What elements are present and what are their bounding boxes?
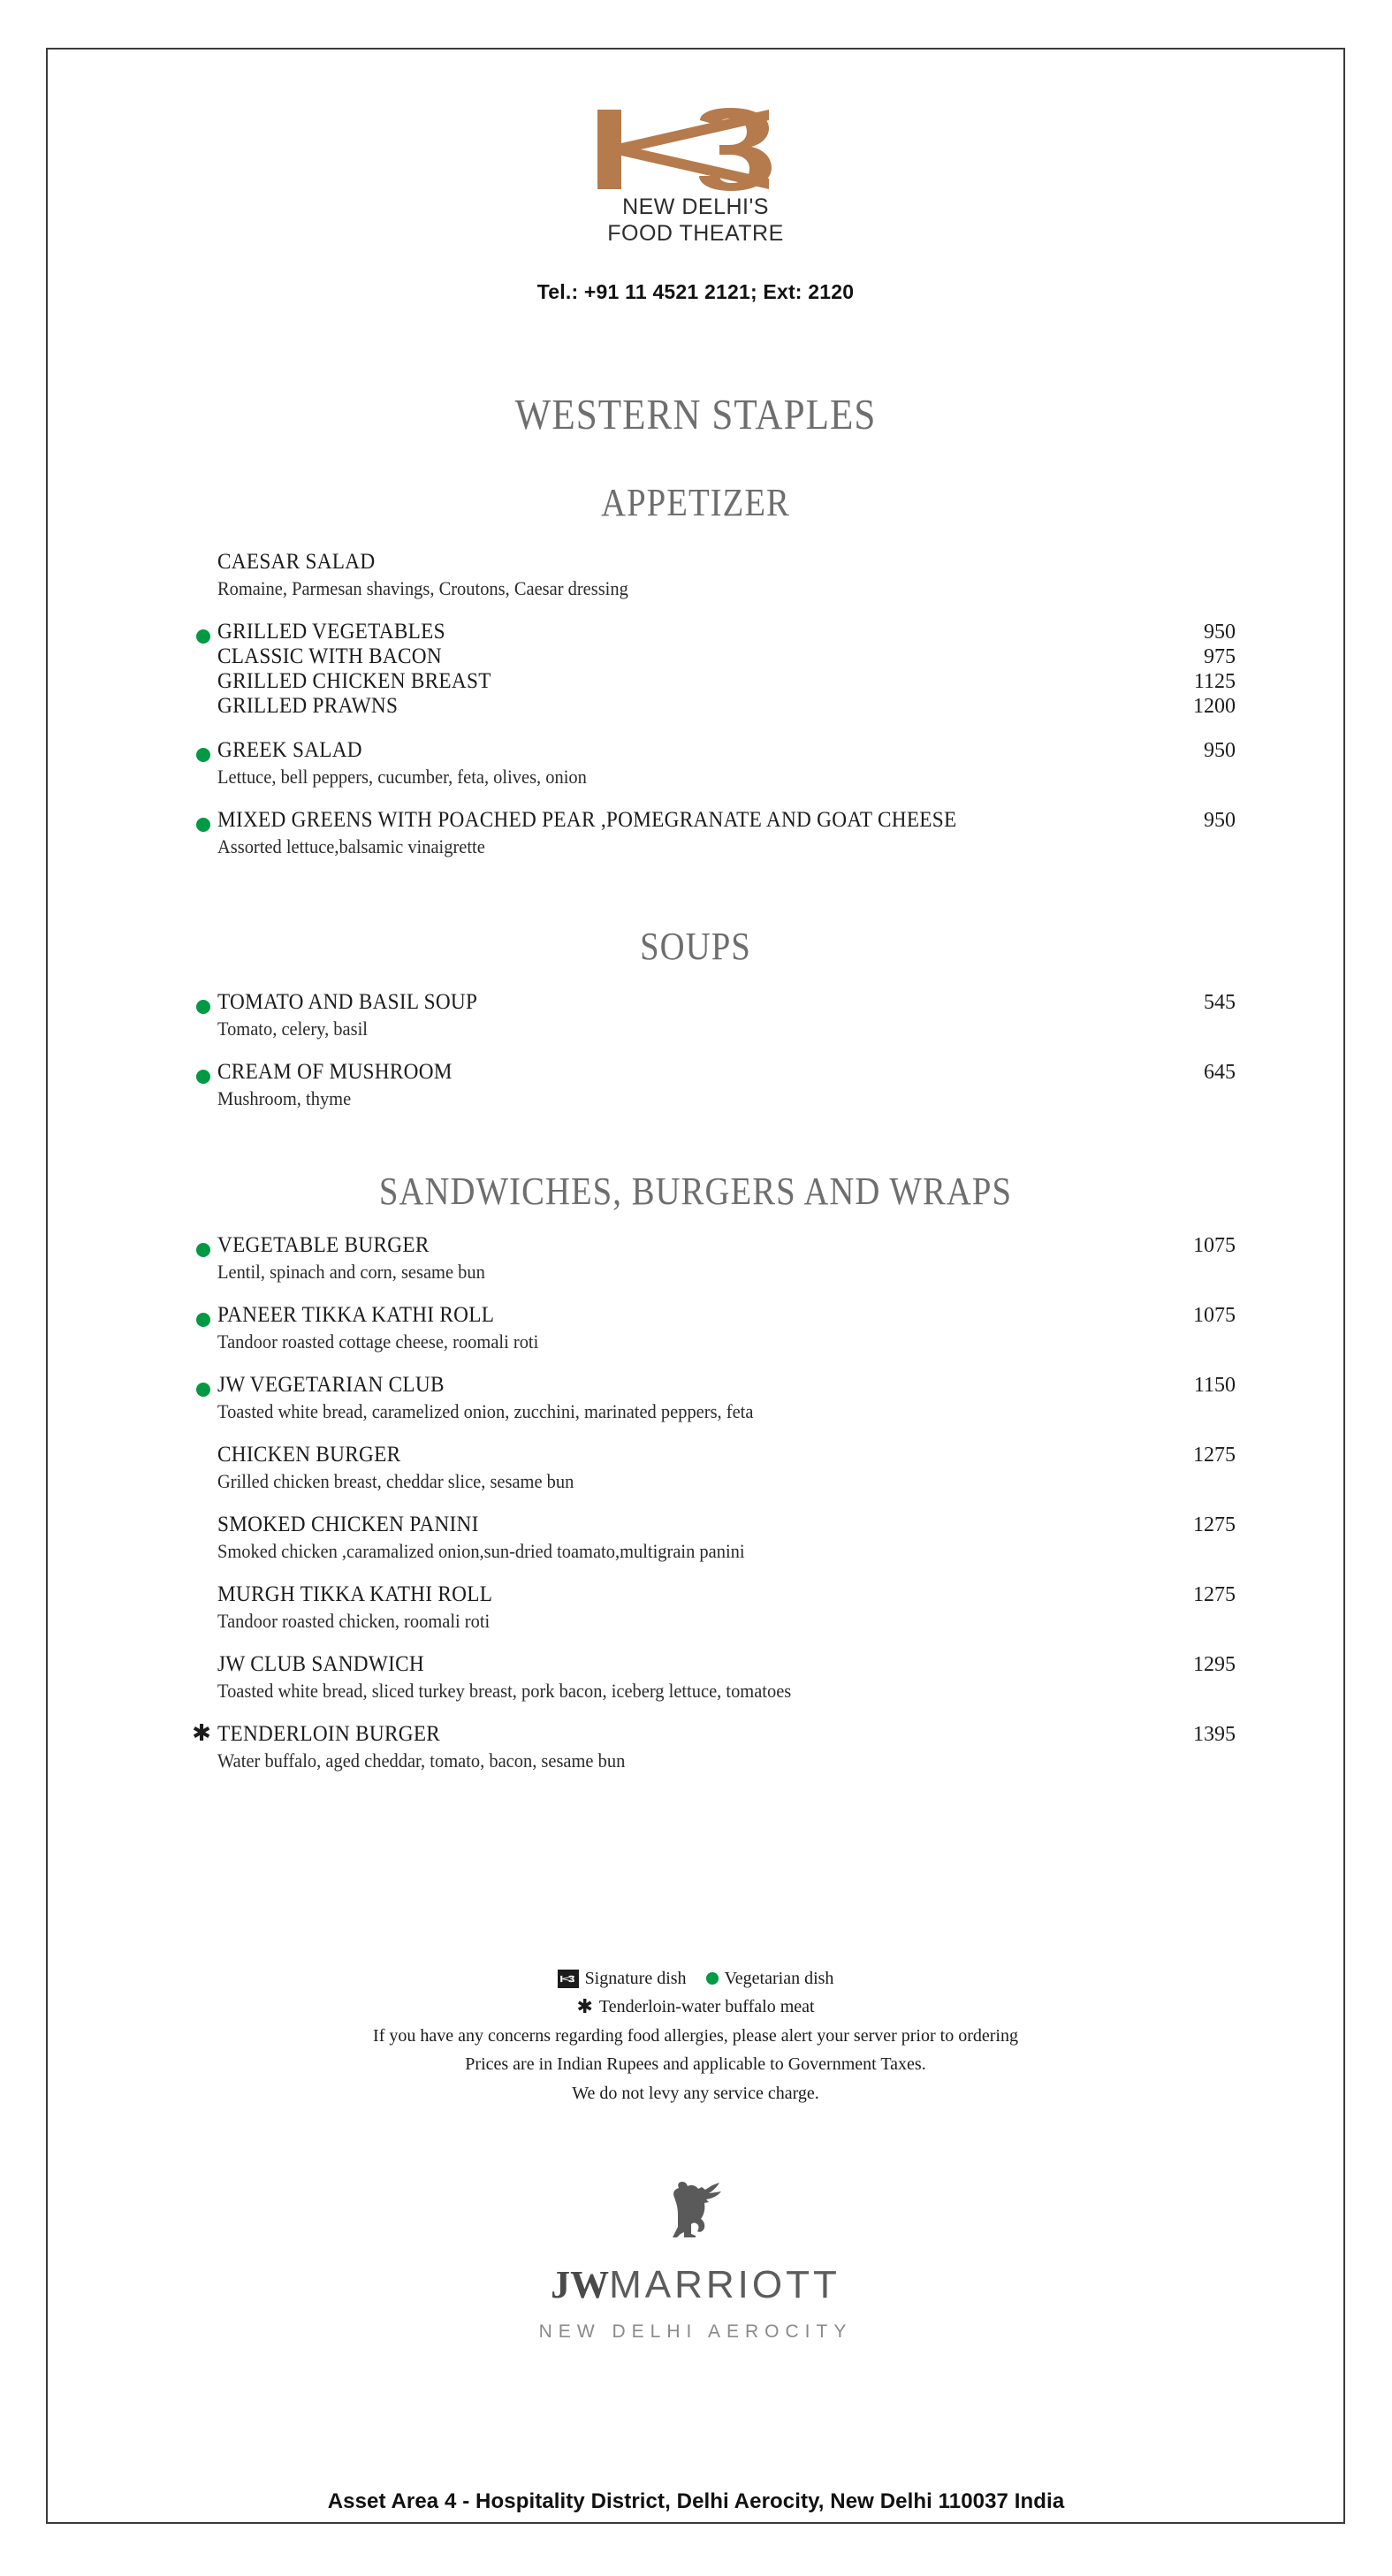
menu-item[interactable] xyxy=(48,808,1343,858)
item-name: MIXED GREENS WITH POACHED PEAR ,POMEGRANATE AND GOAT CHEESE xyxy=(217,808,957,832)
vegetarian-dot-icon xyxy=(196,1070,210,1084)
vegetarian-dot-icon xyxy=(196,818,210,832)
item-description: Tandoor roasted cottage cheese, roomali roti xyxy=(217,1330,539,1353)
griffin-logo-icon xyxy=(666,2179,725,2239)
marriott-jw: JW xyxy=(551,2262,610,2306)
menu-item[interactable] xyxy=(48,1652,1343,1703)
section-heading-appetizer: APPETIZER xyxy=(601,481,790,524)
menu-item[interactable] xyxy=(48,550,1343,600)
legend-vegetarian-label: Vegetarian dish xyxy=(724,1969,834,1988)
legend-tenderloin xyxy=(576,1993,814,2020)
signature-dish-icon xyxy=(558,1970,579,1988)
marriott-wordmark xyxy=(48,2262,1343,2307)
legend-row-tenderloin xyxy=(48,1993,1343,2020)
menu-item[interactable] xyxy=(48,738,1343,789)
menu-item[interactable] xyxy=(48,1303,1343,1353)
service-charge-note: We do not levy any service charge. xyxy=(572,2083,819,2103)
footer-address: Asset Area 4 - Hospitality District, Delhi Aerocity, New Delhi 110037 India xyxy=(314,2489,1079,2514)
item-name: PANEER TIKKA KATHI ROLL xyxy=(217,1303,495,1327)
item-name: SMOKED CHICKEN PANINI xyxy=(217,1513,479,1536)
item-price: 950 xyxy=(1204,621,1236,644)
item-name: JW VEGETARIAN CLUB xyxy=(217,1373,445,1397)
item-price: 975 xyxy=(1204,645,1236,668)
item-price: 950 xyxy=(1204,809,1236,832)
brand-tagline-line2: FOOD THEATRE xyxy=(607,220,784,246)
item-description: Lentil, spinach and corn, sesame bun xyxy=(217,1261,485,1283)
item-description: Assorted lettuce,balsamic vinaigrette xyxy=(217,835,485,857)
legend-tenderloin-label: Tenderloin-water buffalo meat xyxy=(598,1997,815,2017)
item-description: Romaine, Parmesan shavings, Croutons, Caesar dressing xyxy=(217,577,628,599)
item-price: 1200 xyxy=(1193,695,1236,718)
marriott-name: MARRIOTT xyxy=(609,2262,841,2306)
item-price: 1295 xyxy=(1193,1653,1236,1676)
item-description: Grilled chicken breast, cheddar slice, sesame bun xyxy=(217,1470,574,1492)
menu-page-frame xyxy=(46,48,1345,2524)
menu-item[interactable] xyxy=(48,1060,1343,1110)
sandwich-items xyxy=(48,1233,1343,1772)
allergy-note: If you have any concerns regarding food allergies, please alert your server prior to ordering xyxy=(373,2025,1018,2046)
item-name: CHICKEN BURGER xyxy=(217,1443,401,1467)
tenderloin-star-icon: ✱ xyxy=(576,1995,593,2018)
item-price: 1275 xyxy=(1193,1583,1236,1606)
item-price: 545 xyxy=(1204,991,1236,1014)
marriott-location: NEW DELHI AEROCITY xyxy=(538,2321,853,2342)
item-description: Mushroom, thyme xyxy=(217,1087,352,1109)
item-name: GRILLED PRAWNS xyxy=(217,694,399,718)
item-price: 1275 xyxy=(1193,1444,1236,1467)
item-name: GREEK SALAD xyxy=(217,738,362,762)
item-price: 1075 xyxy=(1193,1234,1236,1257)
item-description: Tomato, celery, basil xyxy=(217,1017,368,1040)
brand-tagline-line1: NEW DELHI'S xyxy=(622,194,769,219)
vegetarian-dot-icon xyxy=(196,1243,210,1257)
brand-tagline xyxy=(48,194,1343,247)
menu-item[interactable] xyxy=(48,620,1343,644)
section-heading-sandwiches: SANDWICHES, BURGERS AND WRAPS xyxy=(378,1170,1013,1213)
vegetarian-dot-icon xyxy=(196,1383,210,1397)
item-description: Smoked chicken ,caramalized onion,sun-dried toamato,multigrain panini xyxy=(217,1540,745,1562)
brand-header xyxy=(48,50,1343,304)
telephone-line: Tel.: +91 11 4521 2121; Ext: 2120 xyxy=(536,280,855,303)
item-name: CAESAR SALAD xyxy=(217,550,376,574)
menu-item[interactable] xyxy=(48,694,1343,719)
item-name: CREAM OF MUSHROOM xyxy=(217,1060,453,1084)
tenderloin-star-icon: ✱ xyxy=(192,1720,211,1747)
footer-address-strip xyxy=(0,2489,1392,2514)
vegetarian-dot-icon xyxy=(196,629,210,644)
legend-signature xyxy=(558,1965,687,1992)
menu-item[interactable] xyxy=(48,990,1343,1040)
item-name: GRILLED CHICKEN BREAST xyxy=(217,669,491,693)
menu-item[interactable] xyxy=(48,1233,1343,1284)
item-name: TENDERLOIN BURGER xyxy=(217,1722,441,1746)
item-price: 1275 xyxy=(1193,1513,1236,1536)
menu-item[interactable] xyxy=(48,1373,1343,1423)
menu-item[interactable] xyxy=(48,1722,1343,1772)
k3-mini-icon xyxy=(560,1973,576,1985)
vegetarian-dot-icon xyxy=(706,1972,719,1985)
item-price: 1125 xyxy=(1193,670,1236,693)
prices-note: Prices are in Indian Rupees and applicable to Government Taxes. xyxy=(465,2054,926,2075)
page-title: WESTERN STAPLES xyxy=(514,390,877,438)
legend-vegetarian xyxy=(706,1965,834,1992)
item-price: 1075 xyxy=(1193,1304,1236,1327)
vegetarian-dot-icon xyxy=(196,748,210,762)
legend-notes xyxy=(48,1965,1343,2107)
menu-item[interactable] xyxy=(48,1443,1343,1493)
item-description: Tandoor roasted chicken, roomali roti xyxy=(217,1610,491,1632)
item-price: 1150 xyxy=(1193,1374,1236,1397)
item-name: CLASSIC WITH BACON xyxy=(217,644,442,668)
vegetarian-dot-icon xyxy=(196,1000,210,1014)
item-price: 645 xyxy=(1204,1061,1236,1084)
item-name: TOMATO AND BASIL SOUP xyxy=(217,990,478,1014)
item-description: Lettuce, bell peppers, cucumber, feta, olives, onion xyxy=(217,766,587,788)
item-description: Water buffalo, aged cheddar, tomato, bacon, sesame bun xyxy=(217,1749,626,1772)
appetizer-items xyxy=(48,550,1343,858)
soups-items xyxy=(48,990,1343,1110)
marriott-branding xyxy=(48,2179,1343,2343)
item-name: GRILLED VEGETABLES xyxy=(217,620,445,644)
item-name: MURGH TIKKA KATHI ROLL xyxy=(217,1582,493,1606)
menu-item[interactable] xyxy=(48,1513,1343,1563)
item-price: 1395 xyxy=(1193,1723,1236,1746)
legend-row-primary xyxy=(48,1965,1343,1992)
menu-item[interactable] xyxy=(48,669,1343,694)
vegetarian-dot-icon xyxy=(196,1313,210,1327)
k3-logo-icon xyxy=(596,108,795,191)
menu-item[interactable] xyxy=(48,1582,1343,1633)
section-heading-soups: SOUPS xyxy=(640,925,751,968)
item-description: Toasted white bread, caramelized onion, zucchini, marinated peppers, feta xyxy=(217,1400,754,1422)
menu-item[interactable] xyxy=(48,644,1343,669)
item-description: Toasted white bread, sliced turkey breast, pork bacon, iceberg lettuce, tomatoes xyxy=(217,1680,792,1702)
item-name: VEGETABLE BURGER xyxy=(217,1233,430,1257)
legend-signature-label: Signature dish xyxy=(584,1969,687,1988)
item-price: 950 xyxy=(1204,739,1236,762)
item-name: JW CLUB SANDWICH xyxy=(217,1652,424,1676)
